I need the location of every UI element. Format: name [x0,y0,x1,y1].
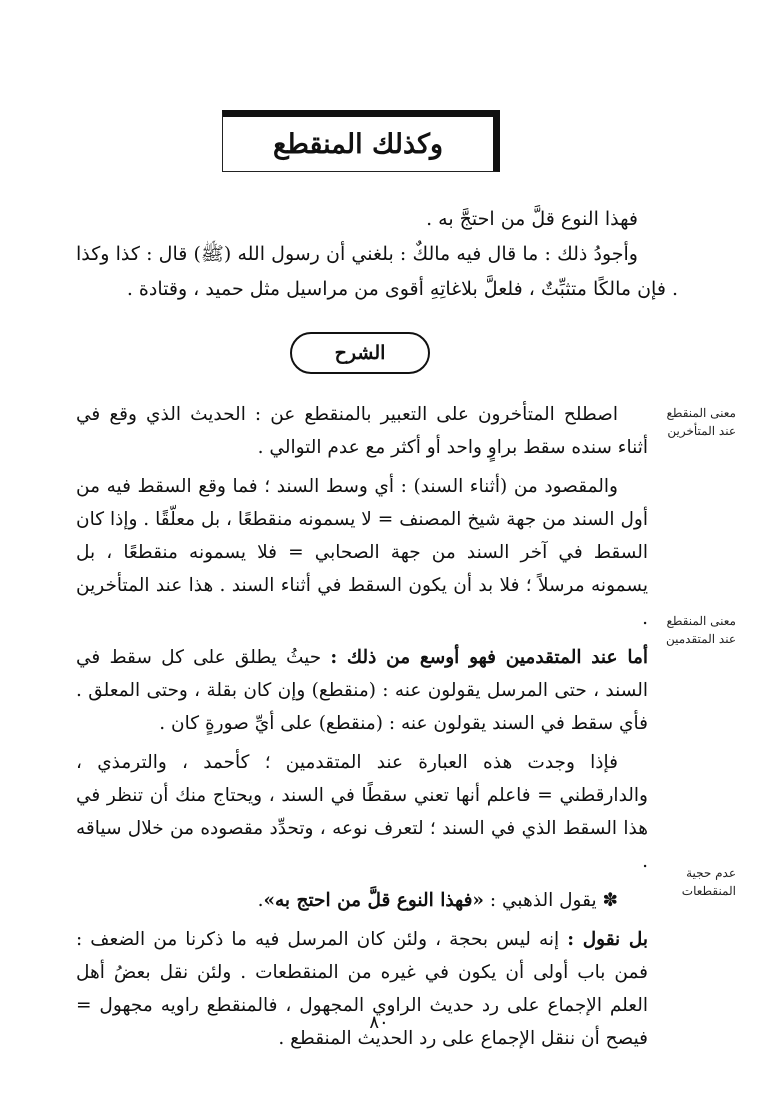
sharh-heading-frame [290,332,430,374]
paragraph-3-lead: أما عند المتقدمين فهو أوسع من ذلك : [330,647,649,668]
paragraph-1: اصطلح المتأخرون على التعبير بالمنقطع عن : الحديث الذي وقع في أثناء سنده سقط براوٍ واحد أو أكثر مع عدم التوالي . [76,404,648,458]
paragraph-4: فإذا وجدت هذه العبارة عند المتقدمين ؛ كأحمد ، والترمذي ، والدارقطني = فاعلم أنها تعني سقطًا في السند ، ويحتاج منك أن تنظر في هذا السقط الذي في السند ؛ لتعرف نوعه ، وتحدِّد مقصوده من خلال سياقه . [76,752,648,872]
page-number: ٨٠ [369,1012,389,1033]
dhahabi-intro: ✽ يقول الذهبي : [483,890,618,911]
paragraph-6 [76,923,648,1055]
matn-paragraph-2: وأجودُ ذلك : ما قال فيه مالكٌ : بلغني أن رسول الله (ﷺ) قال : كذا وكذا . فإن مالكًا متثبِّتٌ ، فلعلَّ بلاغاتِهِ أقوى من مراسيل مثل حميد ، وقتادة . [76,243,678,300]
matn-text [76,202,678,307]
paragraph-6-lead: بل نقول : [567,929,648,950]
matn-line-1: فهذا النوع قلَّ من احتجَّ به . [426,208,638,230]
paragraph-5 [76,884,648,917]
sharh-heading: الشرح [334,342,386,364]
side-note-3: عدم حجية المنقطعات [681,866,736,898]
paragraph-6-text: إنه ليس بحجة ، ولئن كان المرسل فيه ما ذكرنا من الضعف : فمن باب أولى أن يكون في غيره من المنقطعات . ولئن نقل بعضُ أهل العلم الإجماع على رد حديث الراوي المجهول ، فالمنقطع راويه مجهول = فيصح أن ننقل الإجماع على رد الحديث المنقطع . [76,929,648,1049]
commentary-body [76,398,648,1061]
paragraph-3-text: حيثُ يطلق على كل سقط في السند ، حتى المرسل يقولون عنه : (منقطع) وإن كان بقلة ، وحتى المعلق . فأي سقط في السند يقولون عنه : (منقطع) على أيِّ صورةٍ كان . [76,647,648,734]
dhahabi-quote: «فهذا النوع قلَّ من احتج به» [263,890,484,911]
section-title: وكذلك المنقطع [272,128,444,160]
dhahabi-end: . [257,890,264,911]
side-note-2: معنى المنقطع عند المتقدمين [666,614,736,646]
side-note-1: معنى المنقطع عند المتأخرين [666,406,736,438]
paragraph-2: والمقصود من (أثناء السند) : أي وسط السند ؛ فما وقع السقط فيه من أول السند من جهة شيخ المصنف = لا يسمونه منقطعًا ، بل معلّقًا . وإذا كان السقط في آخر السند من جهة الصحابي = فلا يسمونه منقطعًا ، بل يسمونه مرسلاً ؛ فلا بد أن يكون السقط في أثناء السند . هذا عند المتأخرين . [76,476,648,629]
section-title-box [222,110,500,172]
paragraph-3 [76,641,648,740]
